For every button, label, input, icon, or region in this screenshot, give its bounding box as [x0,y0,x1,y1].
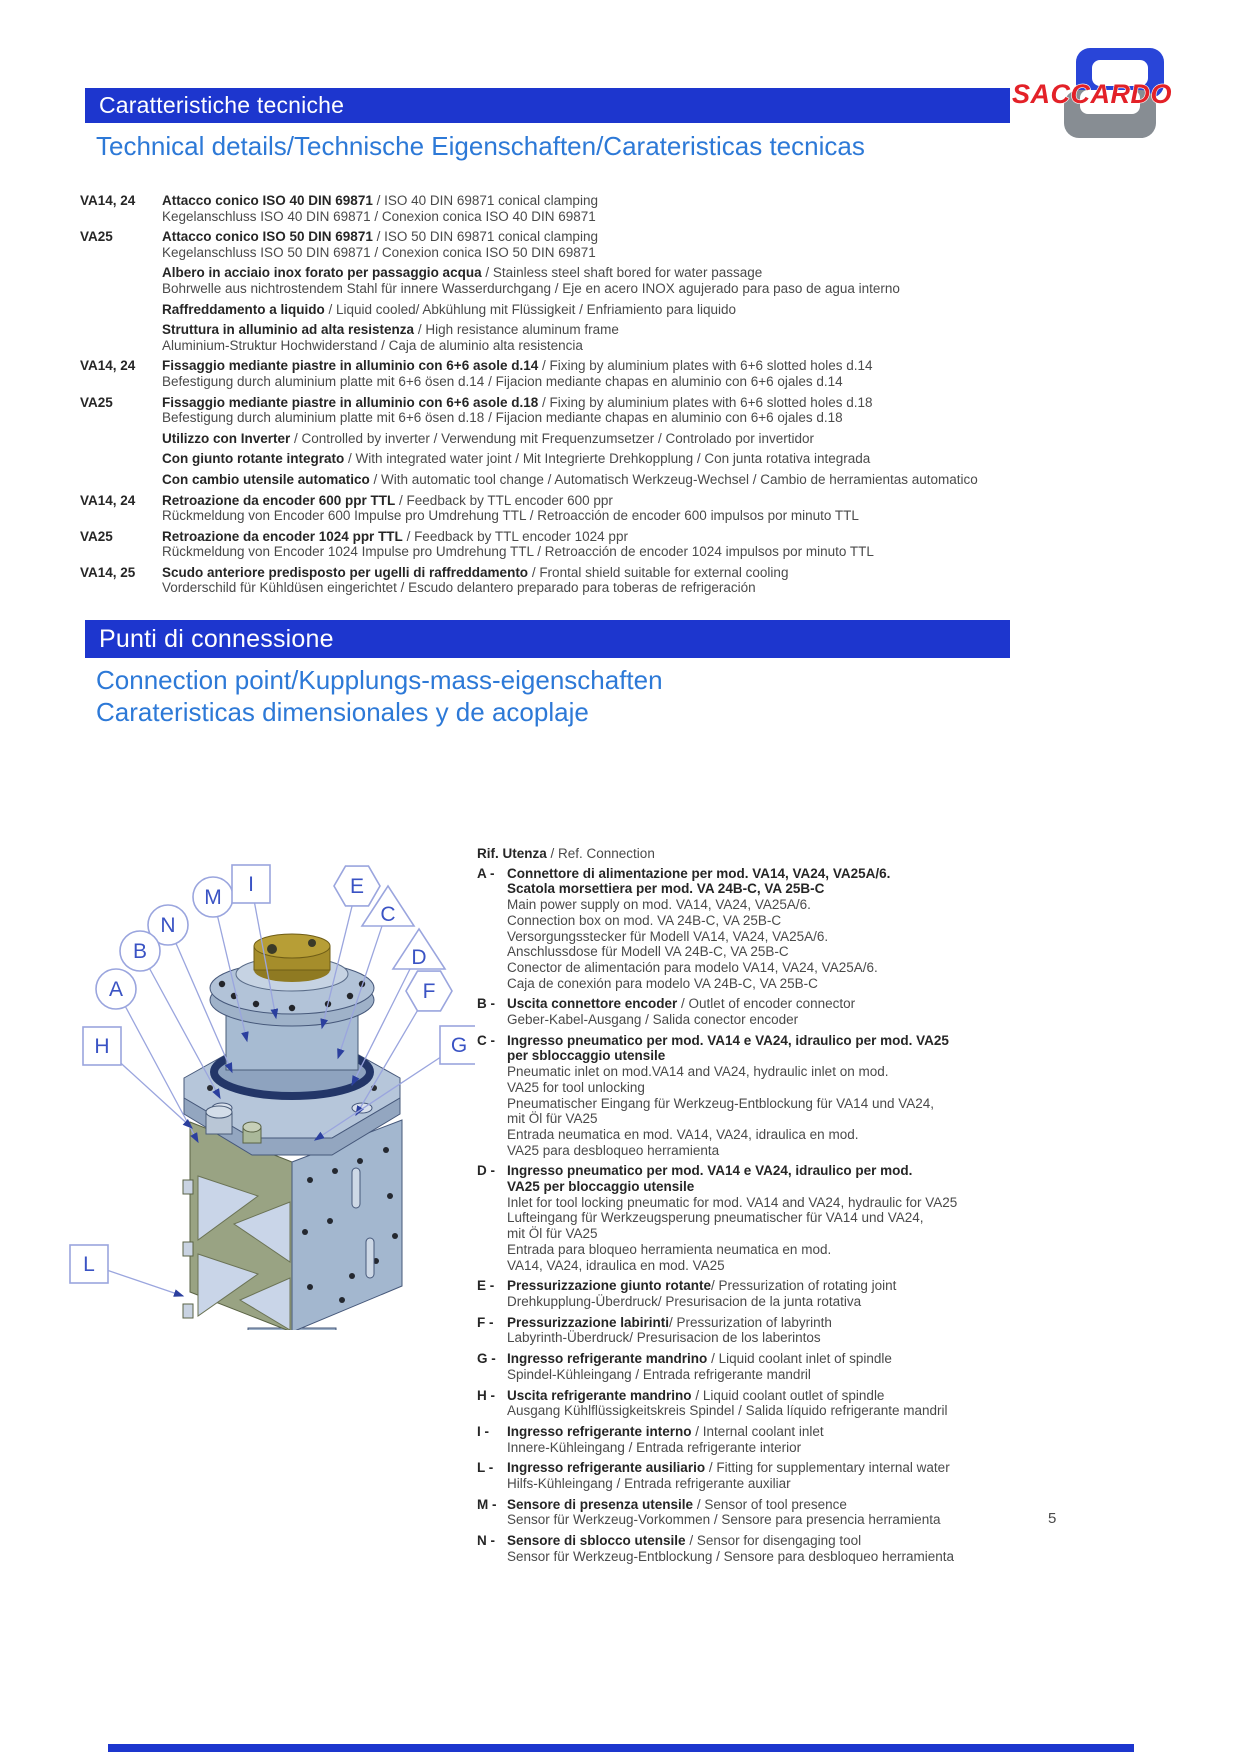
spec-line [162,265,900,281]
spec-content [162,472,978,488]
spindle-diagram [55,750,475,1330]
connection-content [507,1278,896,1309]
connection-item-N [477,1533,1077,1564]
connection-content [507,1315,832,1346]
spec-line [162,508,859,524]
bold-text: Scatola morsettiera per mod. VA 24B-C, VA 25B-C [507,881,825,897]
spec-content [162,358,873,389]
connection-line [507,1351,892,1367]
regular-text: Lufteingang für Werkzeugsperung pneumatischer für VA14 und VA24, [507,1210,924,1226]
regular-text: / Feedback by TTL encoder 1024 ppr [402,528,628,544]
spec-line [162,229,598,245]
connection-letter: F - [477,1314,494,1330]
connection-line [507,1080,949,1096]
callout-label-C: C [380,903,396,926]
connection-line [507,1179,957,1195]
model-label: VA25 [80,528,113,544]
connection-section-bar [85,620,1010,658]
connection-line [507,897,890,913]
connection-letter: M - [477,1496,497,1512]
spec-content [162,229,598,260]
connection-line [507,960,890,976]
regular-text: Aluminium-Struktur Hochwiderstand / Caja de aluminio alta resistencia [162,337,583,353]
spec-row [80,322,1195,353]
bold-text: Struttura in alluminio ad alta resistenza [162,322,415,338]
regular-text: Bohrwelle aus nichtrostendem Stahl für innere Wasserdurchgang / Eje en acero INOX agujerado para paso de agua interno [162,280,900,296]
regular-text: / Liquid cooled/ Abkühlung mit Flüssigkeit / Enfriamiento para liquido [324,301,736,317]
regular-text: Pneumatischer Eingang für Werkzeug-Entblockung für VA14 und VA24, [507,1095,934,1111]
connection-line [507,1258,957,1274]
bold-text: Ingresso pneumatico per mod. VA14 e VA24, idraulico per mod. [507,1163,913,1179]
technical-section-bar [85,88,1010,123]
regular-text: / Internal coolant inlet [691,1423,824,1439]
page-number: 5 [1048,1510,1057,1527]
connection-content [507,1460,950,1491]
connection-subtitle-line1: Connection point/Kupplungs-mass-eigenschaften [96,665,663,695]
model-label [80,322,162,353]
spec-content [162,565,788,596]
regular-text: Spindel-Kühleingang / Entrada refrigerante mandril [507,1366,811,1382]
bold-text: VA25 per bloccaggio utensile [507,1179,695,1195]
bold-text: Uscita refrigerante mandrino [507,1387,692,1403]
connection-item-D [477,1163,1077,1273]
regular-text: mit Öl für VA25 [507,1111,598,1127]
connection-content [507,1424,824,1455]
model-label: VA14, 24 [80,193,136,208]
model-label: VA14, 25 [80,564,136,580]
bold-text: Pressurizzazione giunto rotante [507,1278,712,1294]
regular-text: VA25 para desbloqueo herramienta [507,1142,720,1158]
bold-text: Ingresso pneumatico per mod. VA14 e VA24, idraulico per mod. VA25 [507,1032,949,1048]
regular-text: / ISO 50 DIN 69871 conical clamping [372,229,598,245]
bold-text: Pressurizzazione labirinti [507,1314,670,1330]
connection-line [507,1533,954,1549]
connection-points-list [477,846,1077,1570]
regular-text: / Feedback by TTL encoder 600 ppr [395,492,613,508]
callout-label-G: G [450,1034,468,1057]
regular-text: Drehkupplung-Überdruck/ Presurisacion de la junta rotativa [507,1293,862,1309]
spindle-body-art [183,934,402,1330]
model-label [80,302,162,318]
bold-text: Raffreddamento a liquido [162,301,325,317]
spec-line [162,493,859,509]
regular-text: Kegelanschluss ISO 50 DIN 69871 / Conexion conica ISO 50 DIN 69871 [162,244,596,260]
bold-text: Ingresso refrigerante interno [507,1423,692,1439]
regular-text: VA14, VA24, idraulica en mod. VA25 [507,1257,725,1273]
bold-text: Connettore di alimentazione per mod. VA14, VA24, VA25A/6. [507,865,891,881]
leader-line-B [140,951,220,1098]
regular-text: Sensor für Werkzeug-Entblockung / Sensore para desbloqueo herramienta [507,1548,955,1564]
spec-row [80,565,1195,596]
bold-text: Attacco conico ISO 40 DIN 69871 [162,193,373,208]
callout-label-M: M [204,886,222,909]
model-label [80,431,162,447]
spec-content [162,529,874,560]
connection-line [507,1242,957,1258]
connection-content [507,866,890,992]
connection-item-I [477,1424,1077,1455]
bold-text: Uscita connettore encoder [507,996,678,1012]
spec-line [162,395,873,411]
connection-item-C [477,1033,1077,1159]
regular-text: Anschlussdose für Modell VA 24B-C, VA 25B-C [507,944,789,960]
connection-line [507,1143,949,1159]
callout-label-I: I [248,873,254,896]
saccardo-logo [1008,46,1178,141]
connection-line [507,1195,957,1211]
connection-item-E [477,1278,1077,1309]
regular-text: mit Öl für VA25 [507,1226,598,1242]
connection-line [507,1127,949,1143]
model-label: VA14, 24 [80,358,136,374]
bold-text: Retroazione da encoder 1024 ppr TTL [162,528,403,544]
connection-line [507,1497,940,1513]
connection-line [507,996,855,1012]
regular-text: Befestigung durch aluminium platte mit 6+6 ösen d.18 / Fijacion mediante chapas en aluminio con 6+6 ojales d.18 [162,410,843,426]
bold-text: Utilizzo con Inverter [162,430,291,446]
spec-row [80,451,1195,467]
bold-text: Con giunto rotante integrato [162,451,345,467]
model-label [80,265,162,296]
connection-content [507,1388,948,1419]
regular-text: / Sensor for disengaging tool [685,1533,862,1549]
connection-content [507,1351,892,1382]
connection-letter: H - [477,1387,495,1403]
spec-content [162,431,814,447]
connection-line [507,1064,949,1080]
spec-line [162,358,873,374]
regular-text: / Frontal shield suitable for external cooling [528,564,789,580]
spec-line [162,245,598,261]
model-label: VA25 [80,394,113,410]
connection-section-title: Punti di connessione [99,624,334,653]
regular-text: / Fixing by aluminium plates with 6+6 slotted holes d.14 [538,358,873,374]
spec-line [162,193,598,209]
connection-item-L [477,1460,1077,1491]
connection-letter: C - [477,1032,495,1048]
callout-label-A: A [108,978,124,1001]
regular-text: Inlet for tool locking pneumatic for mod. VA14 and VA24, hydraulic for VA25 [507,1194,958,1210]
connection-section-subtitle [96,664,663,728]
connection-item-F [477,1315,1077,1346]
connection-line [507,866,890,882]
callout-label-F: F [422,980,436,1003]
connection-item-B [477,996,1077,1027]
spec-line [162,338,619,354]
regular-text: Geber-Kabel-Ausgang / Salida conector encoder [507,1012,799,1028]
regular-text: Entrada neumatica en mod. VA14, VA24, idraulica en mod. [507,1126,859,1142]
connection-line [507,976,890,992]
connection-line [507,913,890,929]
regular-text: / High resistance aluminum frame [414,322,619,338]
technical-section-title: Caratteristiche tecniche [99,92,345,118]
connection-item-M [477,1497,1077,1528]
connection-line [507,1226,957,1242]
spec-line [162,565,788,581]
spec-row [80,302,1195,318]
regular-text: Pneumatic inlet on mod.VA14 and VA24, hydraulic inlet on mod. [507,1064,889,1080]
connection-line [507,1012,855,1028]
connection-line [507,1111,949,1127]
connection-line [507,1033,949,1049]
regular-text: / Sensor of tool presence [693,1496,847,1512]
spec-line [162,544,874,560]
regular-text: / With automatic tool change / Automatisch Werkzeug-Wechsel / Cambio de herramientas automatico [369,471,978,487]
regular-text: Hilfs-Kühleingang / Entrada refrigerante auxiliar [507,1476,791,1492]
regular-text: Caja de conexión para modelo VA 24B-C, VA 25B-C [507,975,818,991]
connection-content [507,1497,940,1528]
bold-text: Ingresso refrigerante mandrino [507,1351,708,1367]
bold-text: Fissaggio mediante piastre in alluminio con 6+6 asole d.14 [162,358,539,374]
regular-text: / Liquid coolant inlet of spindle [707,1351,892,1367]
regular-text: Kegelanschluss ISO 40 DIN 69871 / Conexion conica ISO 40 DIN 69871 [162,208,596,224]
spec-line [162,472,978,488]
connection-letter: L - [477,1460,494,1476]
connection-item-G [477,1351,1077,1382]
regular-text: / Pressurization of rotating joint [711,1278,897,1294]
connection-line [507,1403,948,1419]
bold-text: Attacco conico ISO 50 DIN 69871 [162,229,373,245]
connection-content [507,996,855,1027]
callout-label-L: L [83,1253,95,1276]
connection-line [507,1388,948,1404]
regular-text: Main power supply on mod. VA14, VA24, VA25A/6. [507,897,811,913]
bold-text: Retroazione da encoder 600 ppr TTL [162,492,396,508]
spec-content [162,395,873,426]
spec-row [80,431,1195,447]
regular-text: / With integrated water joint / Mit Integrierte Drehkopplung / Con junta rotativa integrada [344,451,871,467]
connection-letter: N - [477,1533,495,1549]
spec-content [162,265,900,296]
connection-letter: A - [477,865,495,881]
callout-label-N: N [160,914,176,937]
regular-text: Vorderschild für Kühldüsen eingerichtet / Escudo delantero preparado para toberas de refrigeración [162,580,756,596]
spec-row [80,265,1195,296]
regular-text: / Fixing by aluminium plates with 6+6 slotted holes d.18 [538,394,873,410]
spec-line [162,281,900,297]
spec-line [162,374,873,390]
footer-rule [108,1744,1134,1752]
connection-letter: B - [477,996,495,1012]
spec-row [80,229,1195,260]
regular-text: Innere-Kühleingang / Entrada refrigerante interior [507,1439,802,1455]
spec-line [162,431,814,447]
connection-line [507,1424,824,1440]
model-label [80,451,162,467]
connection-content [507,1033,949,1159]
regular-text: / Stainless steel shaft bored for water passage [481,265,763,281]
callout-label-B: B [132,940,148,963]
connection-item-A [477,866,1077,992]
spec-line [162,322,619,338]
spec-content [162,193,598,224]
regular-text: / Pressurization of labyrinth [669,1314,832,1330]
spec-line [162,451,870,467]
spec-row [80,493,1195,524]
connection-line [507,1096,949,1112]
bold-text: Rif. Utenza [477,846,547,861]
connection-line [507,1163,957,1179]
regular-text: / Controlled by inverter / Verwendung mit Frequenzumsetzer / Controlado por invertidor [290,430,815,446]
bold-text: Sensore di sblocco utensile [507,1533,686,1549]
model-label: VA25 [80,229,113,245]
connection-content [507,1533,954,1564]
regular-text: Versorgungsstecker für Modell VA14, VA24, VA25A/6. [507,928,829,944]
connection-letter: D - [477,1163,495,1179]
regular-text: / Outlet of encoder connector [677,996,856,1012]
spec-row [80,529,1195,560]
regular-text: Befestigung durch aluminium platte mit 6+6 ösen d.14 / Fijacion mediante chapas en aluminio con 6+6 ojales d.14 [162,373,843,389]
bold-text: Sensore di presenza utensile [507,1496,694,1512]
connection-line [507,1512,940,1528]
spec-row [80,193,1195,224]
connection-line [507,1048,949,1064]
connection-line [507,1294,896,1310]
spec-content [162,451,870,467]
logo-brand-text: SACCARDO [1011,79,1173,109]
regular-text: Conector de alimentación para modelo VA14, VA24, VA25A/6. [507,959,878,975]
connection-item-H [477,1388,1077,1419]
regular-text: Sensor für Werkzeug-Vorkommen / Sensore para presencia herramienta [507,1512,941,1528]
spec-line [162,410,873,426]
regular-text: VA25 for tool unlocking [507,1079,645,1095]
connection-line [507,1210,957,1226]
connection-line [507,881,890,897]
regular-text: / ISO 40 DIN 69871 conical clamping [372,193,598,208]
spec-row [80,472,1195,488]
callout-label-E: E [349,875,365,898]
spec-row [80,395,1195,426]
regular-text: Connection box on mod. VA 24B-C, VA 25B-C [507,912,782,928]
connection-line [507,1278,896,1294]
connection-letter: E - [477,1278,495,1294]
spec-content [162,322,619,353]
bold-text: Con cambio utensile automatico [162,471,370,487]
connection-line [507,944,890,960]
model-label: VA14, 24 [80,492,136,508]
connection-line [507,1367,892,1383]
connection-content [507,1163,957,1273]
connection-line [507,1476,950,1492]
model-label [80,472,162,488]
connection-letter: G - [477,1351,496,1367]
technical-section-subtitle: Technical details/Technische Eigenschaften/Carateristicas tecnicas [96,131,865,161]
regular-text: / Fitting for supplementary internal water [705,1460,950,1476]
leader-line-A [116,989,198,1142]
regular-text: Entrada para bloqueo herramienta neumatica en mod. [507,1241,832,1257]
callout-label-H: H [94,1035,110,1058]
connection-line [507,1440,824,1456]
ref-connection-header [477,846,1077,862]
bold-text: Scudo anteriore predisposto per ugelli di raffreddamento [162,564,529,580]
connection-line [507,1330,832,1346]
spec-line [162,209,598,225]
spec-line [162,580,788,596]
bold-text: Fissaggio mediante piastre in alluminio con 6+6 asole d.18 [162,394,539,410]
regular-text: Rückmeldung von Encoder 600 Impulse pro Umdrehung TTL / Retroacción de encoder 600 impulsos por minuto TTL [162,508,859,524]
callout-label-D: D [411,946,427,969]
regular-text: / Ref. Connection [546,846,655,861]
connection-line [507,929,890,945]
connection-subtitle-line2: Carateristicas dimensionales y de acoplaje [96,697,589,727]
spec-content [162,493,859,524]
bold-text: Ingresso refrigerante ausiliario [507,1460,706,1476]
connection-line [507,1315,832,1331]
spec-content [162,302,736,318]
connection-line [507,1549,954,1565]
technical-details-list [80,193,1195,601]
regular-text: / Liquid coolant outlet of spindle [691,1387,885,1403]
connection-letter: I - [477,1423,489,1439]
bold-text: per sbloccaggio utensile [507,1048,666,1064]
spec-line [162,302,736,318]
regular-text: Ausgang Kühlflüssigkeitskreis Spindel / Salida líquido refrigerante mandril [507,1403,948,1419]
spec-line [162,529,874,545]
spec-row [80,358,1195,389]
connection-line [507,1460,950,1476]
regular-text: Labyrinth-Überdruck/ Presurisacion de los laberintos [507,1330,821,1346]
regular-text: Rückmeldung von Encoder 1024 Impulse pro Umdrehung TTL / Retroacción de encoder 1024 impulsos por minuto TTL [162,544,874,560]
bold-text: Albero in acciaio inox forato per passaggio acqua [162,265,482,281]
